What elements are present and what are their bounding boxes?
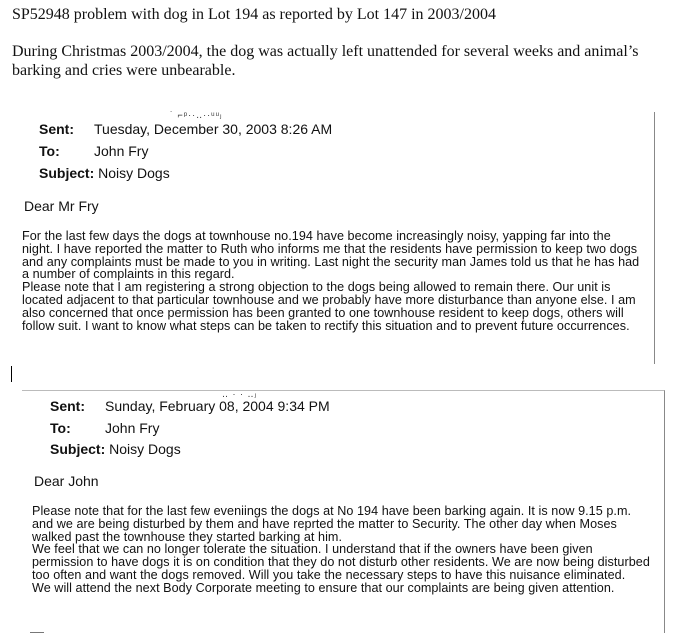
email-body [32,505,662,595]
email-sent-row [39,120,332,138]
body-line: and any complaints must be made to you in writing. Last night the security man James told us that he has had [22,254,640,269]
subject-label: Subject: [39,165,95,181]
body-line: permission to have dogs it is on condition that they do not disturb other residents. We are now being disturbed [32,555,650,570]
body-line: also concerned that once permission has been granted to one townhouse resident to keep dogs, others will [22,305,624,320]
email-subject-row [39,164,170,182]
body-line: a number of complaints in this regard. [22,267,235,282]
subject-value: Noisy Dogs [109,441,181,457]
body-line: too often and want the dogs removed. Will you take the necessary steps to have this nuisance eliminated. [32,567,626,582]
body-line: We feel that we can no longer tolerate the situation. I understand that if the owners have been given [32,542,593,557]
sent-value: Tuesday, December 30, 2003 8:26 AM [94,121,333,137]
to-value: John Fry [105,420,160,436]
body-line: Please note that for the last few eveniings the dogs at No 194 have been barking again. It is now 9.15 p.m. [32,504,632,518]
body-line: We will attend the next Body Corporate meeting to ensure that our complaints are being given attention. [32,580,615,595]
to-label: To: [39,143,60,159]
email-to-row [50,419,159,437]
email-excerpt-2 [22,390,665,633]
body-line: follow suit. I want to know what steps can be taken to rectify this situation and to prevent future occurrences. [22,318,630,333]
email-excerpt-1 [10,112,655,364]
crop-artifact: ˙ ⌐ᵖ··‥··ᵘᵘⱼ [170,110,223,120]
to-label: To: [50,420,71,436]
sent-value: Sunday, February 08, 2004 9:34 PM [105,398,330,414]
body-line: located adjacent to that particular townhouse and we probably have more disturbance than anyone else. I am [22,292,636,307]
subject-label: Subject: [50,441,106,457]
to-value: John Fry [94,143,149,159]
sent-label: Sent: [39,121,74,137]
email-greeting: Dear John [34,473,99,489]
body-line: walked past the townhouse they started barking at him. [32,529,343,544]
body-line: night. I have reported the matter to Ruth who informs me that the residents have permission to keep two dogs [22,241,638,256]
email-sent-row [50,397,330,415]
document-title: SP52948 problem with dog in Lot 194 as reported by Lot 147 in 2003/2004 [12,6,496,23]
email-greeting: Dear Mr Fry [24,198,99,214]
intro-paragraph: During Christmas 2003/2004, the dog was actually left unattended for several weeks and animal’s barking and cries were unbearable. [12,43,639,79]
text-cursor [11,366,12,382]
scan-artifact [30,632,44,633]
body-line: Please note that I am registering a strong objection to the dogs being allowed to remain there. Our unit is [22,280,611,295]
email-subject-row [50,440,181,458]
sent-label: Sent: [50,398,85,414]
crop-artifact: ‥ · · ‥ⱼ [222,389,258,399]
body-line: and we are being disturbed by them and have reprted the matter to Security. The other day when Moses [32,516,617,531]
email-to-row [39,142,148,160]
email-body [22,230,654,332]
subject-value: Noisy Dogs [98,165,170,181]
body-line: For the last few days the dogs at townhouse no.194 have become increasingly noisy, yapping far into the [22,229,611,243]
